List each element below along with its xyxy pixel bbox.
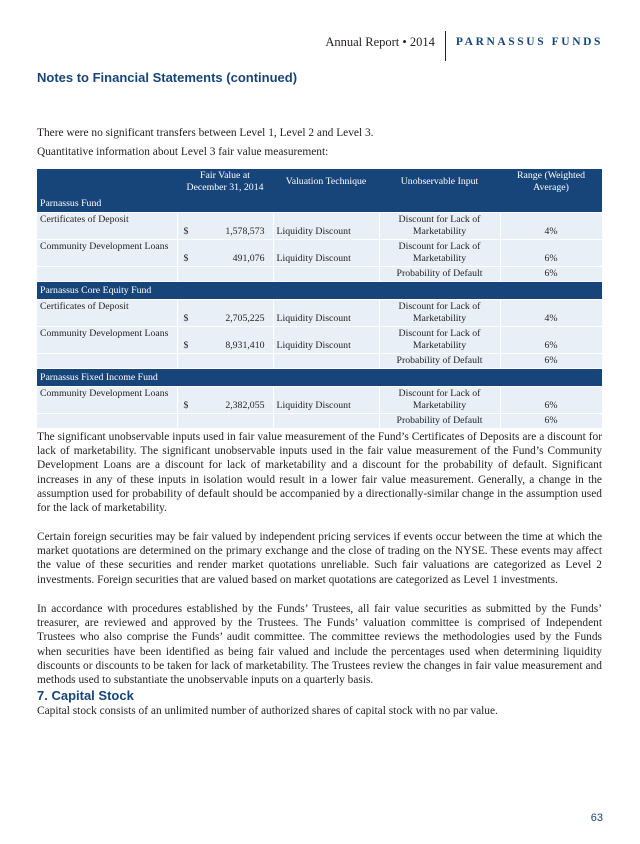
table-row [37,240,602,267]
fair-value-cell [177,213,273,240]
level3-table [37,169,603,429]
fair-value-cell [177,300,273,327]
table-header-row [37,169,602,195]
fund-group-row [37,282,602,300]
security-cell: Community Development Loans [37,327,177,354]
table-row [37,327,602,354]
notes-title: Notes to Financial Statements (continued) [37,70,298,85]
security-cell: Community Development Loans [37,240,177,267]
fair-value-amount: 8,931,410 [225,340,265,351]
fund-group-row [37,369,602,387]
fair-value-cell [177,327,273,354]
table-row [37,354,602,369]
currency-symbol: $ [183,400,189,411]
paragraph-capital-stock: Capital stock consists of an unlimited number of authorized shares of capital stock with no par value. [37,705,498,717]
security-cell [37,414,177,429]
intro-transfers: There were no significant transfers between Level 1, Level 2 and Level 3. [37,127,374,139]
range-cell: 6% [500,354,602,369]
page-number: 63 [590,812,603,824]
header-range: Range (Weighted Average) [500,169,602,195]
fair-value-amount: 2,705,225 [225,313,265,324]
table-row [37,387,602,414]
fair-value-cell [177,267,273,282]
fair-value-cell [177,387,273,414]
fund-name: Parnassus Fund [37,195,602,213]
fund-group-row [37,195,602,213]
table-row [37,267,602,282]
header-security [37,169,177,195]
currency-symbol: $ [183,313,189,324]
range-cell: 6% [500,414,602,429]
fair-value-cell [177,240,273,267]
security-cell: Community Development Loans [37,387,177,414]
security-cell [37,267,177,282]
valuation-technique-cell: Liquidity Discount [273,387,379,414]
header-technique: Valuation Technique [273,169,379,195]
range-cell: 6% [500,240,602,267]
valuation-technique-cell: Liquidity Discount [273,240,379,267]
brand-name: PARNASSUS FUNDS [455,36,603,48]
valuation-technique-cell: Liquidity Discount [273,213,379,240]
valuation-technique-cell: Liquidity Discount [273,300,379,327]
currency-symbol: $ [183,340,189,351]
currency-symbol: $ [183,226,189,237]
security-cell: Certificates of Deposit [37,300,177,327]
section-title-capital-stock: 7. Capital Stock [37,688,134,703]
fair-value-cell [177,354,273,369]
paragraph-trustee-procedures: In accordance with procedures established by the Funds’ Trustees, all fair value securities as submitted by the Funds’ treasurer, are reviewed and approved by the Trustees. The Funds’ valuation committee is comprised of Independent Trustees who also comprise the Funds’ audit committee. The committee reviews the methodologies used by the Funds when securities have been identified as being fair valued and include the percentages used when determining liquidity discounts or discounts to be taken for lack of marketability. The Trustees review the changes in fair value measurement and methods used to substantiate the unobservable inputs on a quarterly basis. [37,603,602,687]
unobservable-input-cell: Discount for Lack of Marketability [379,213,500,240]
range-cell: 4% [500,213,602,240]
fair-value-amount: 2,382,055 [225,400,265,411]
paragraph-foreign-securities: Certain foreign securities may be fair valued by independent pricing services if events occur between the time at which the market quotations are determined on the primary exchange and the close of trading on the NYSE. These events may affect the value of these securities and render market quotations unreliable. Such fair valuations are categorized as Level 2 investments. Foreign securities that are valued based on market quotations are categorized as Level 1 investments. [37,531,602,586]
range-cell: 6% [500,267,602,282]
unobservable-input-cell: Probability of Default [379,267,500,282]
header-fair-value: Fair Value at December 31, 2014 [177,169,273,195]
unobservable-input-cell: Discount for Lack of Marketability [379,327,500,354]
table-row [37,414,602,429]
table-row [37,300,602,327]
valuation-technique-cell [273,354,379,369]
fair-value-cell [177,414,273,429]
unobservable-input-cell: Discount for Lack of Marketability [379,300,500,327]
unobservable-input-cell: Probability of Default [379,414,500,429]
fund-name: Parnassus Core Equity Fund [37,282,602,300]
security-cell: Certificates of Deposit [37,213,177,240]
valuation-technique-cell [273,414,379,429]
fair-value-amount: 1,578,573 [225,226,265,237]
fair-value-amount: 491,076 [232,253,265,264]
currency-symbol: $ [183,253,189,264]
range-cell: 6% [500,327,602,354]
fund-name: Parnassus Fixed Income Fund [37,369,602,387]
header-input: Unobservable Input [379,169,500,195]
valuation-technique-cell: Liquidity Discount [273,327,379,354]
paragraph-unobservable-inputs: The significant unobservable inputs used in fair value measurement of the Fund’s Certificates of Deposits are a discount for lack of marketability. The significant unobservable inputs used in the fair value measurement of the Fund’s Community Development Loans are a discount for lack of marketability and a discount for the probability of default. Significant increases in any of these inputs in isolation would result in a lower fair value measurement. Generally, a change in the assumption used for probability of default should be accompanied by a directionally-similar change in the assumption used for the lack of marketability. [37,431,602,515]
valuation-technique-cell [273,267,379,282]
table-row [37,213,602,240]
table-body [37,195,602,429]
range-cell: 4% [500,300,602,327]
unobservable-input-cell: Discount for Lack of Marketability [379,387,500,414]
report-label: Annual Report • 2014 [325,34,435,49]
unobservable-input-cell: Discount for Lack of Marketability [379,240,500,267]
range-cell: 6% [500,387,602,414]
intro-quantitative: Quantitative information about Level 3 fair value measurement: [37,146,329,158]
security-cell [37,354,177,369]
page-header [325,30,603,54]
unobservable-input-cell: Probability of Default [379,354,500,369]
